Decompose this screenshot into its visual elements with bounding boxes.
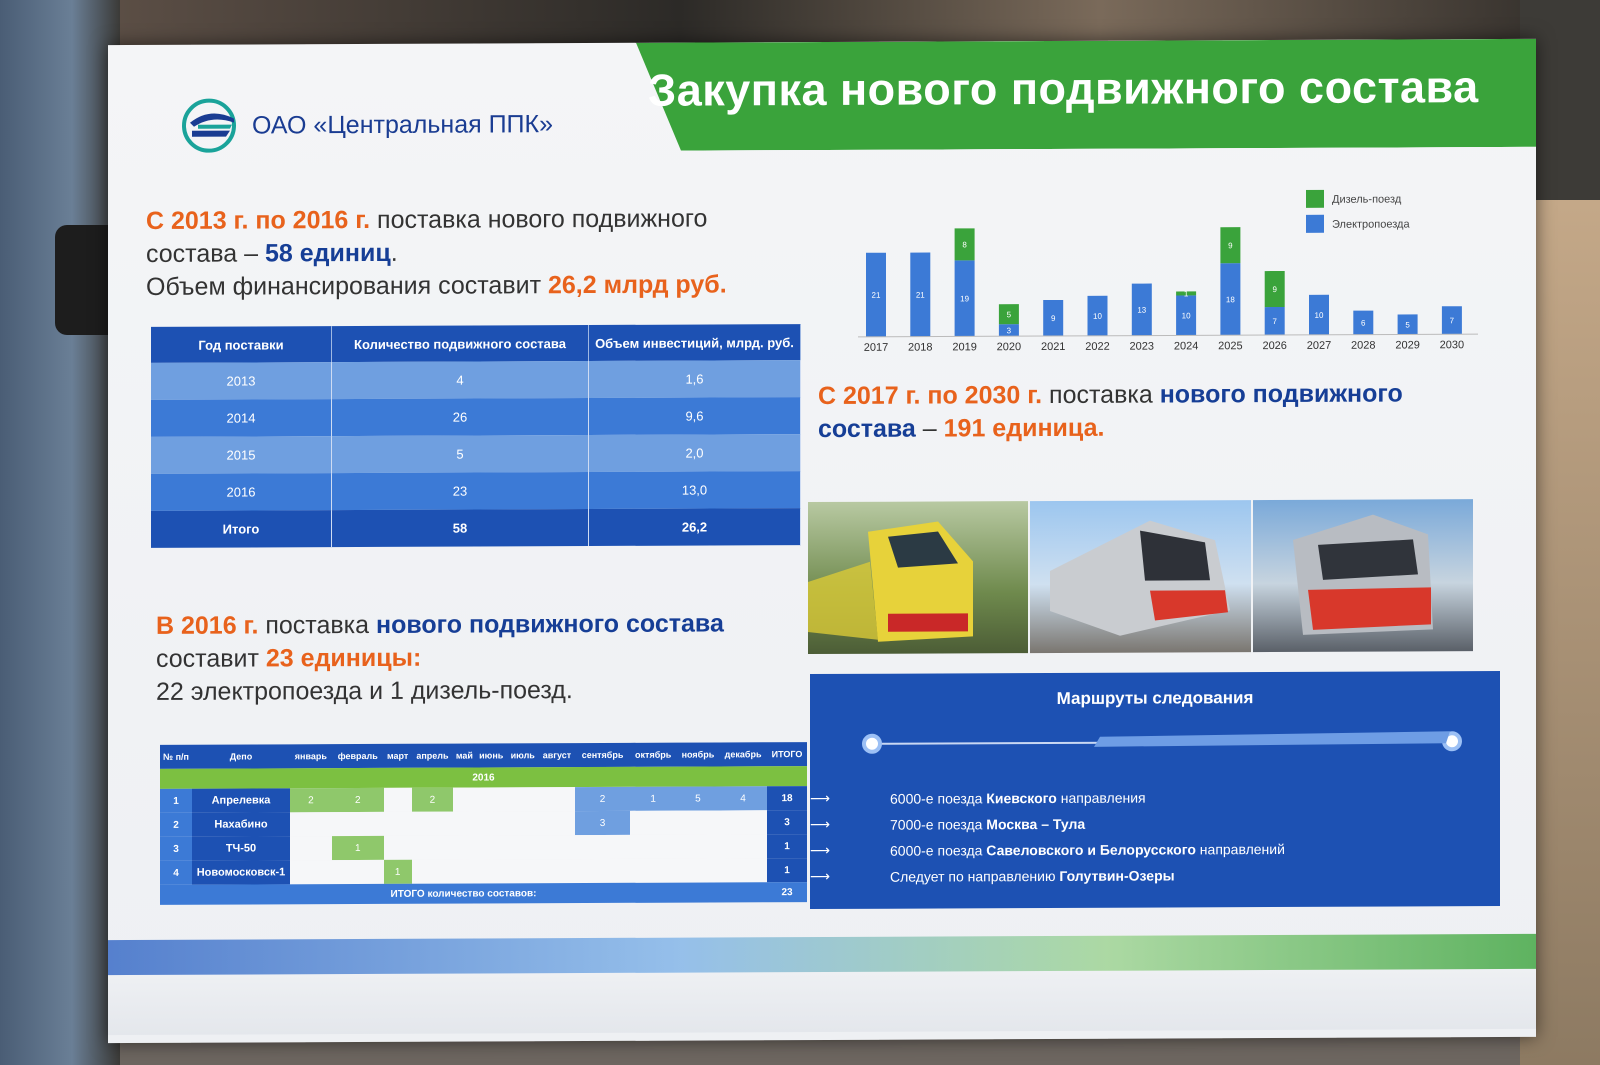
table-cell: 2016 <box>151 473 332 511</box>
table-row <box>151 397 801 437</box>
month-cell <box>507 787 539 811</box>
x-tick-label: 2029 <box>1395 339 1420 352</box>
month-cell <box>384 836 412 860</box>
month-cell: 4 <box>719 786 767 810</box>
month-cell <box>290 860 332 884</box>
route-item <box>810 840 1285 859</box>
table-row <box>160 810 807 837</box>
bar-label: 1 <box>1183 289 1189 299</box>
summary-units: 191 единица. <box>943 413 1105 443</box>
legend-label: Дизель-поезд <box>1332 193 1402 206</box>
row-total: 18 <box>767 786 807 810</box>
bar-label: 9 <box>1228 241 1233 251</box>
summary-text: поставка <box>258 610 376 640</box>
summary-period: В 2016 г. <box>156 611 259 640</box>
column-header: декабрь <box>719 742 767 766</box>
footer-label: ИТОГО количество составов: <box>160 882 767 905</box>
table-cell: 26 <box>332 398 589 436</box>
table-cell: 4 <box>332 361 589 399</box>
table-cell: 13,0 <box>589 471 801 509</box>
background-person-left <box>0 0 120 1065</box>
table-total-row <box>151 508 801 548</box>
summary-text: 22 электропоезда и 1 дизель-поезд. <box>156 676 573 706</box>
summary-text: поставка нового подвижного <box>370 204 708 234</box>
year-row <box>160 766 807 789</box>
x-tick-label: 2022 <box>1085 340 1110 353</box>
column-header: июнь <box>476 743 507 767</box>
x-tick-label: 2026 <box>1262 339 1287 353</box>
bar-label: 5 <box>1405 320 1410 330</box>
train-photos <box>808 499 1473 654</box>
route-text: 7000-е поезда Москва – Тула <box>890 815 1086 833</box>
month-cell: 1 <box>630 787 677 811</box>
month-cell <box>677 858 719 882</box>
summary-period: С 2013 г. по 2016 г. <box>146 205 371 235</box>
month-cell: 2 <box>332 788 384 812</box>
month-cell <box>630 835 677 859</box>
month-cell <box>290 836 332 860</box>
summary-text: Объем финансирования составит <box>146 271 548 301</box>
column-header: сентябрь <box>575 743 629 767</box>
page-title: Закупка нового подвижного состава <box>648 61 1479 116</box>
month-cell <box>290 812 332 836</box>
month-cell <box>507 835 539 859</box>
x-tick-label: 2020 <box>996 341 1022 354</box>
month-cell <box>412 812 454 836</box>
route-item <box>810 789 1146 807</box>
table-cell: 5 <box>332 435 589 473</box>
train-logo-icon <box>180 97 238 155</box>
month-cell <box>476 787 507 811</box>
month-cell <box>453 788 475 812</box>
summary-2013-2016 <box>146 202 727 304</box>
month-cell <box>384 788 412 812</box>
table-cell: 2,0 <box>589 434 801 472</box>
depot-name: Новомосковск-1 <box>192 860 290 884</box>
investment-table <box>151 324 801 548</box>
summary-2017-2030 <box>818 377 1403 446</box>
row-number: 4 <box>160 861 192 885</box>
legend-swatch <box>1306 190 1324 208</box>
table-cell: 1,6 <box>589 360 801 398</box>
logo-text: ОАО «Центральная ППК» <box>252 109 553 139</box>
month-cell <box>719 858 767 882</box>
column-header: № п/п <box>160 745 192 769</box>
month-cell <box>575 859 629 883</box>
train-photo-yellow <box>808 501 1028 654</box>
depot-name: Апрелевка <box>192 788 290 812</box>
month-cell <box>453 860 475 884</box>
bar-label: 10 <box>1093 311 1102 321</box>
month-cell <box>412 836 454 860</box>
summary-highlight: состава <box>818 414 916 444</box>
month-cell <box>538 859 575 883</box>
x-tick-label: 2017 <box>863 341 889 354</box>
delivery-forecast-chart <box>848 189 1488 357</box>
info-board <box>108 39 1536 1043</box>
month-cell <box>453 812 475 836</box>
month-cell <box>332 812 384 836</box>
row-number: 1 <box>160 789 192 813</box>
table-row <box>151 471 801 511</box>
row-total: 1 <box>767 834 807 858</box>
table-row <box>160 786 807 813</box>
route-text: Следует по направлению Голутвин-Озеры <box>890 866 1175 885</box>
summary-text: составит <box>156 644 266 673</box>
month-cell <box>719 834 767 858</box>
column-header: январь <box>290 744 332 768</box>
table-cell: 23 <box>332 472 589 510</box>
depot-name: Нахабино <box>192 812 290 836</box>
summary-text: . <box>390 238 398 267</box>
bar-label: 7 <box>1449 316 1455 326</box>
arrow-right-icon: ⟶ <box>810 815 831 833</box>
month-cell <box>538 835 575 859</box>
column-header: август <box>538 743 575 767</box>
summary-highlight: нового подвижного состава <box>376 609 724 639</box>
x-tick-label: 2019 <box>952 341 977 354</box>
month-cell <box>384 812 412 836</box>
bar-label: 18 <box>1225 295 1235 305</box>
routes-title: Маршруты следования <box>1056 688 1254 708</box>
month-cell: 5 <box>677 786 719 810</box>
bar-label: 3 <box>1006 326 1012 336</box>
summary-text: – <box>915 414 944 443</box>
route-line-icon <box>810 721 1500 774</box>
month-cell <box>630 859 677 883</box>
table-row <box>151 360 801 400</box>
month-cell <box>575 835 629 859</box>
bar-label: 21 <box>871 290 881 300</box>
legend-label: Электропоезда <box>1332 218 1410 231</box>
month-cell: 2 <box>575 787 629 811</box>
month-cell <box>476 859 507 883</box>
month-cell: 1 <box>384 860 412 884</box>
month-cell <box>538 787 575 811</box>
x-tick-label: 2028 <box>1351 339 1376 352</box>
bar-label: 7 <box>1272 317 1277 327</box>
summary-period: С 2017 г. по 2030 г. <box>818 381 1043 411</box>
month-cell <box>476 811 507 835</box>
summary-units: 23 единицы: <box>265 643 422 673</box>
row-total: 3 <box>767 810 807 834</box>
summary-text: состава – <box>146 239 265 268</box>
row-number: 2 <box>160 813 192 837</box>
bar-label: 19 <box>960 294 970 304</box>
table-row <box>151 434 801 474</box>
bar-label: 10 <box>1314 310 1324 320</box>
column-header: февраль <box>332 744 384 768</box>
column-header: апрель <box>412 744 454 768</box>
table-cell: 26,2 <box>589 508 801 546</box>
month-cell <box>719 810 767 834</box>
table-cell: 2015 <box>151 436 332 474</box>
table-row <box>160 834 807 861</box>
routes-panel <box>810 671 1500 909</box>
arrow-right-icon: ⟶ <box>810 841 831 859</box>
column-header: Объем инвестиций, млрд. руб. <box>589 324 801 361</box>
table-footer-row <box>160 882 807 905</box>
column-header: май <box>453 744 475 768</box>
table-cell: 2013 <box>151 362 332 400</box>
x-tick-label: 2025 <box>1218 340 1243 353</box>
x-tick-label: 2021 <box>1040 340 1066 354</box>
bar-label: 9 <box>1050 313 1056 324</box>
bar-label: 8 <box>962 240 967 250</box>
column-header: Депо <box>192 744 290 768</box>
bar-label: 13 <box>1137 305 1147 315</box>
bar-label: 9 <box>1272 285 1277 295</box>
month-cell <box>677 834 719 858</box>
column-header: Количество подвижного состава <box>332 325 589 362</box>
x-tick-label: 2023 <box>1129 340 1155 353</box>
summary-units: 58 единиц <box>264 238 391 268</box>
route-text: 6000-е поезда Савеловского и Белорусского направлений <box>890 840 1285 859</box>
table-cell: 58 <box>332 509 589 547</box>
route-item <box>810 866 1175 885</box>
month-cell <box>412 860 454 884</box>
month-cell <box>453 836 475 860</box>
month-cell: 1 <box>332 836 384 860</box>
arrow-right-icon: ⟶ <box>810 867 831 885</box>
table-cell: 2014 <box>151 399 332 437</box>
legend-swatch <box>1306 215 1324 233</box>
table-cell: 9,6 <box>589 397 801 435</box>
summary-2016 <box>156 607 724 708</box>
column-header: октябрь <box>630 743 677 767</box>
summary-text: поставка <box>1042 380 1160 410</box>
row-total: 1 <box>767 858 807 882</box>
bar-label: 5 <box>1006 310 1012 320</box>
month-cell <box>507 859 539 883</box>
month-cell: 2 <box>290 788 332 812</box>
year-cell: 2016 <box>160 766 807 789</box>
month-cell <box>630 811 677 835</box>
bar-label: 21 <box>915 290 925 300</box>
month-cell <box>507 811 539 835</box>
column-header: Год поставки <box>151 326 332 363</box>
route-item <box>810 815 1085 833</box>
column-header: июль <box>507 743 539 767</box>
row-number: 3 <box>160 837 192 861</box>
x-tick-label: 2024 <box>1173 340 1199 353</box>
train-photo-lastochka <box>1030 500 1250 653</box>
train-photo-grey-red <box>1253 499 1473 652</box>
column-header: ноябрь <box>677 742 719 766</box>
month-cell <box>332 860 384 884</box>
summary-funding: 26,2 млрд руб. <box>547 270 727 300</box>
bar-label: 6 <box>1361 318 1366 328</box>
month-cell: 3 <box>575 811 629 835</box>
delivery-schedule-table <box>160 742 807 905</box>
table-row <box>160 858 807 885</box>
month-cell <box>538 811 575 835</box>
x-tick-label: 2027 <box>1306 339 1332 352</box>
column-header: ИТОГО <box>767 742 807 766</box>
x-tick-label: 2018 <box>908 341 933 354</box>
summary-highlight: нового подвижного <box>1159 379 1403 409</box>
decorative-bottom-strip <box>108 969 1536 1035</box>
month-cell <box>476 835 507 859</box>
arrow-right-icon: ⟶ <box>810 789 831 807</box>
depot-name: ТЧ-50 <box>192 836 290 860</box>
route-text: 6000-е поезда Киевского направления <box>890 789 1146 807</box>
footer-total: 23 <box>767 882 807 902</box>
bar-label: 10 <box>1181 311 1191 321</box>
month-cell: 2 <box>412 788 454 812</box>
month-cell <box>677 810 719 834</box>
table-cell: Итого <box>151 510 332 548</box>
company-logo <box>180 95 553 155</box>
column-header: март <box>384 744 412 768</box>
x-tick-label: 2030 <box>1439 339 1465 352</box>
x-axis <box>858 334 1478 337</box>
